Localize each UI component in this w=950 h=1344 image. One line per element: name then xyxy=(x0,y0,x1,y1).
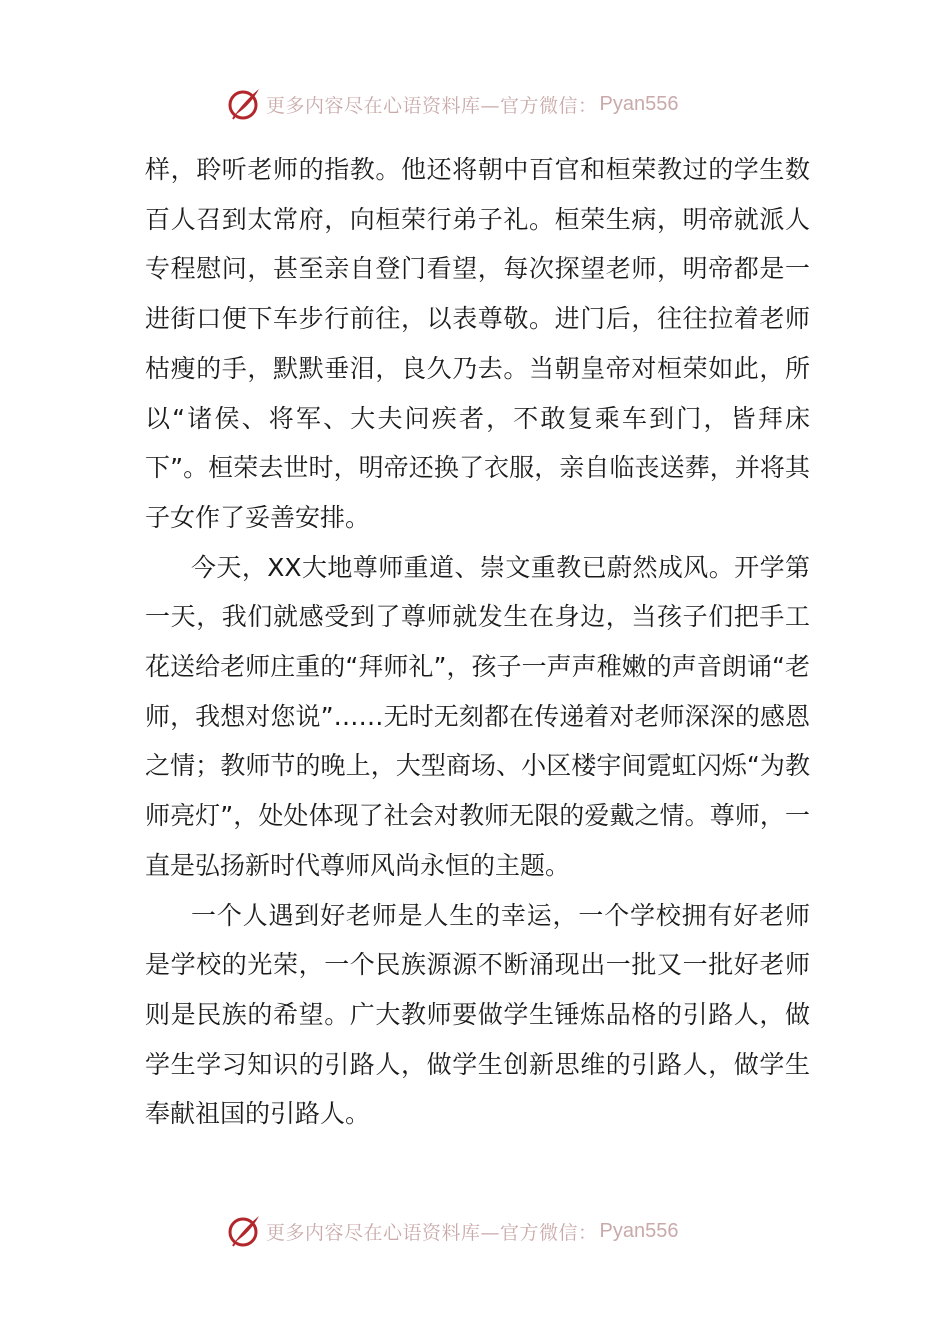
document-body xyxy=(145,145,810,1139)
paragraph-3: 一个人遇到好老师是人生的幸运，一个学校拥有好老师是学校的光荣，一个民族源源不断涌现出一批又一批好老师则是民族的希望。广大教师要做学生锤炼品格的引路人，做学生学习知识的引路人，做学生创新思维的引路人，做学生奉献祖国的引路人。 xyxy=(145,900,810,1129)
quill-logo-icon xyxy=(226,1213,262,1249)
paragraph-1: 样，聆听老师的指教。他还将朝中百官和桓荣教过的学生数百人召到太常府，向桓荣行弟子礼。桓荣生病，明帝就派人专程慰问，甚至亲自登门看望，每次探望老师，明帝都是一进街口便下车步行前往，以表尊敬。进门后，往往拉着老师枯瘦的手，默默垂泪，良久乃去。当朝皇帝对桓荣如此，所以“诸侯、将军、大夫问疾者，不敢复乘车到门，皆拜床下”。桓荣去世时，明帝还换了衣服，亲自临丧送葬，并将其子女作了妥善安排。 xyxy=(145,155,810,532)
watermark-text: 更多内容尽在心语资料库—官方微信： xyxy=(266,94,598,117)
watermark-id: Pyan556 xyxy=(599,1219,679,1242)
quill-logo-icon xyxy=(226,86,262,122)
footer-watermark xyxy=(226,1211,678,1251)
header-watermark xyxy=(226,84,678,124)
paragraph-2: 今天，XX大地尊师重道、崇文重教已蔚然成风。开学第一天，我们就感受到了尊师就发生在身边，当孩子们把手工花送给老师庄重的“拜师礼”，孩子一声声稚嫩的声音朗诵“老师，我想对您说”……无时无刻都在传递着对老师深深的感恩之情；教师节的晚上，大型商场、小区楼宇间霓虹闪烁“为教师亮灯”，处处体现了社会对教师无限的爱戴之情。尊师，一直是弘扬新时代尊师风尚永恒的主题。 xyxy=(145,552,810,880)
watermark-id: Pyan556 xyxy=(599,92,679,115)
watermark-text: 更多内容尽在心语资料库—官方微信： xyxy=(266,1221,598,1244)
